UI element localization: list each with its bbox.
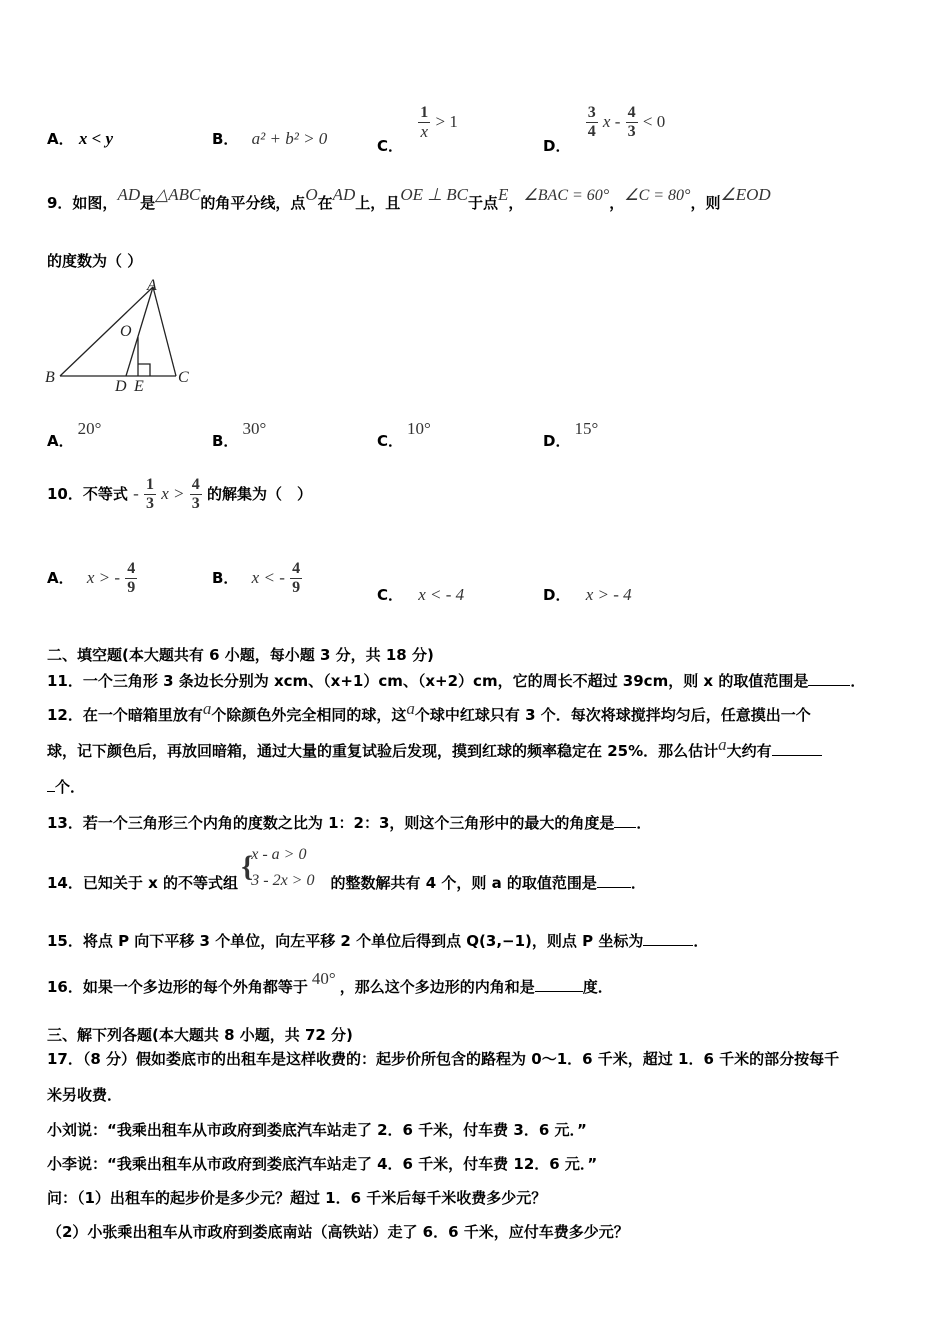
fraction: $\frac{4}{3}$ xyxy=(191,476,200,512)
section-fill-in-title: 二、填空题(本大题共有 6 小题，每小题 3 分，共 18 分) xyxy=(47,646,434,664)
option-label: D． xyxy=(543,137,571,155)
label-b: B xyxy=(45,369,55,386)
label-c: C xyxy=(178,369,189,386)
option-expr: > 1 xyxy=(435,112,458,131)
inequality-system: { x - a > 0 3 - 2x > 0 xyxy=(241,846,315,889)
q9-option-b: B．30° xyxy=(212,419,267,450)
answer-blank[interactable] xyxy=(535,977,583,992)
q9-option-c: C．10° xyxy=(377,419,431,450)
fraction: $\frac{3}{4}$ xyxy=(587,104,596,140)
q10-option-b: B． x < - $\frac{4}{9}$ xyxy=(212,560,301,596)
section-solve-title: 三、解下列各题(本大题共 8 小题，共 72 分) xyxy=(47,1026,353,1044)
answer-blank[interactable] xyxy=(772,741,822,756)
q10-stem: 10．不等式 - $\frac{1}{3}$ x > $\frac{4}{3}$ 的解集为（ ） xyxy=(47,476,313,512)
answer-blank[interactable] xyxy=(808,671,850,686)
q9-option-a: A．20° xyxy=(47,419,102,450)
answer-blank[interactable] xyxy=(643,931,693,946)
fraction: $\frac{4}{9}$ xyxy=(292,560,301,596)
q9-option-d: D．15° xyxy=(543,419,599,450)
q17-line2: 米另收费． xyxy=(47,1086,123,1104)
answer-blank-cont[interactable] xyxy=(47,777,55,792)
q10-option-c: C． x < - 4 xyxy=(377,585,465,604)
option-expr: x < y xyxy=(78,129,114,148)
q10-option-a: A． x > - $\frac{4}{9}$ xyxy=(47,560,136,596)
label-a: A xyxy=(147,277,157,294)
fraction: $\frac{4}{3}$ xyxy=(627,104,636,140)
q12-line2: 球，记下颜色后，再放回暗箱，通过大量的重复试验后发现，摸到红球的频率稳定在 25%．那么估计a大约有 xyxy=(47,740,822,761)
triangle-figure xyxy=(40,275,200,397)
answer-blank[interactable] xyxy=(614,813,636,828)
option-label: A． xyxy=(47,130,74,148)
q8-option-b xyxy=(212,128,327,149)
label-e: E xyxy=(134,378,144,395)
fraction: $\frac{1}{x}$ xyxy=(420,104,429,141)
q9-stem-line2: 的度数为（ ） xyxy=(47,252,143,270)
q10-option-d: D． x > - 4 xyxy=(543,585,632,604)
fraction: $\frac{1}{3}$ xyxy=(146,476,155,512)
q13: 13．若一个三角形三个内角的度数之比为 1：2：3，则这个三角形中的最大的角度是 ． xyxy=(47,814,652,832)
q15: 15．将点 P 向下平移 3 个单位，向左平移 2 个单位后得到点 Q(3,−1)，则点 P 坐标为 ． xyxy=(47,932,709,950)
q16: 16．如果一个多边形的每个外角都等于 40° ，那么这个多边形的内角和是 度． xyxy=(47,969,613,996)
q17-xiaoli: 小李说：“我乘出租车从市政府到娄底汽车站走了 4．6 千米，付车费 12．6 元．” xyxy=(47,1155,598,1173)
q8-option-a xyxy=(47,128,113,149)
option-label: C． xyxy=(377,137,404,155)
q17-xiaoliu: 小刘说：“我乘出租车从市政府到娄底汽车站走了 2．6 千米，付车费 3．6 元．” xyxy=(47,1121,587,1139)
label-o: O xyxy=(120,323,132,340)
brace-icon: { xyxy=(241,850,254,883)
option-label: B． xyxy=(212,130,239,148)
q8-option-c xyxy=(377,104,458,155)
answer-blank[interactable] xyxy=(597,873,631,888)
fraction: $\frac{4}{9}$ xyxy=(127,560,136,596)
label-d: D xyxy=(115,378,127,395)
q12-line1: 12．在一个暗箱里放有a个除颜色外完全相同的球，这a个球中红球只有 3 个．每次将球搅拌均匀后，任意摸出一个 xyxy=(47,699,811,724)
q17-question-1: 问：（1）出租车的起步价是多少元？超过 1．6 千米后每千米收费多少元？ xyxy=(47,1189,547,1207)
q14: 14．已知关于 x 的不等式组 { x - a > 0 3 - 2x > 0 的整数解共有 4 个，则 a 的取值范围是 ． xyxy=(47,846,646,892)
q11: 11．一个三角形 3 条边长分别为 xcm、（x+1）cm、（x+2）cm，它的周长不超过 39cm，则 x 的取值范围是 ． xyxy=(47,672,866,690)
q9-stem: 9．如图，AD是△ABC的角平分线，点O在AD上，且OE ⊥ BC于点E，∠BAC = 60°，∠C = 80°，则∠EOD xyxy=(47,185,771,212)
q12-line3: 个． xyxy=(47,776,85,797)
q8-option-d: D． $\frac{3}{4}$ x - $\frac{4}{3}$ < 0 xyxy=(543,104,666,155)
option-expr: a² + b² > 0 xyxy=(251,129,328,148)
q17-line1: 17．（8 分）假如娄底市的出租车是这样收费的：起步价所包含的路程为 0～1．6 千米，超过 1．6 千米的部分按每千 xyxy=(47,1050,840,1068)
q17-question-2: （2）小张乘出租车从市政府到娄底南站（高铁站）走了 6．6 千米，应付车费多少元？ xyxy=(47,1223,629,1241)
